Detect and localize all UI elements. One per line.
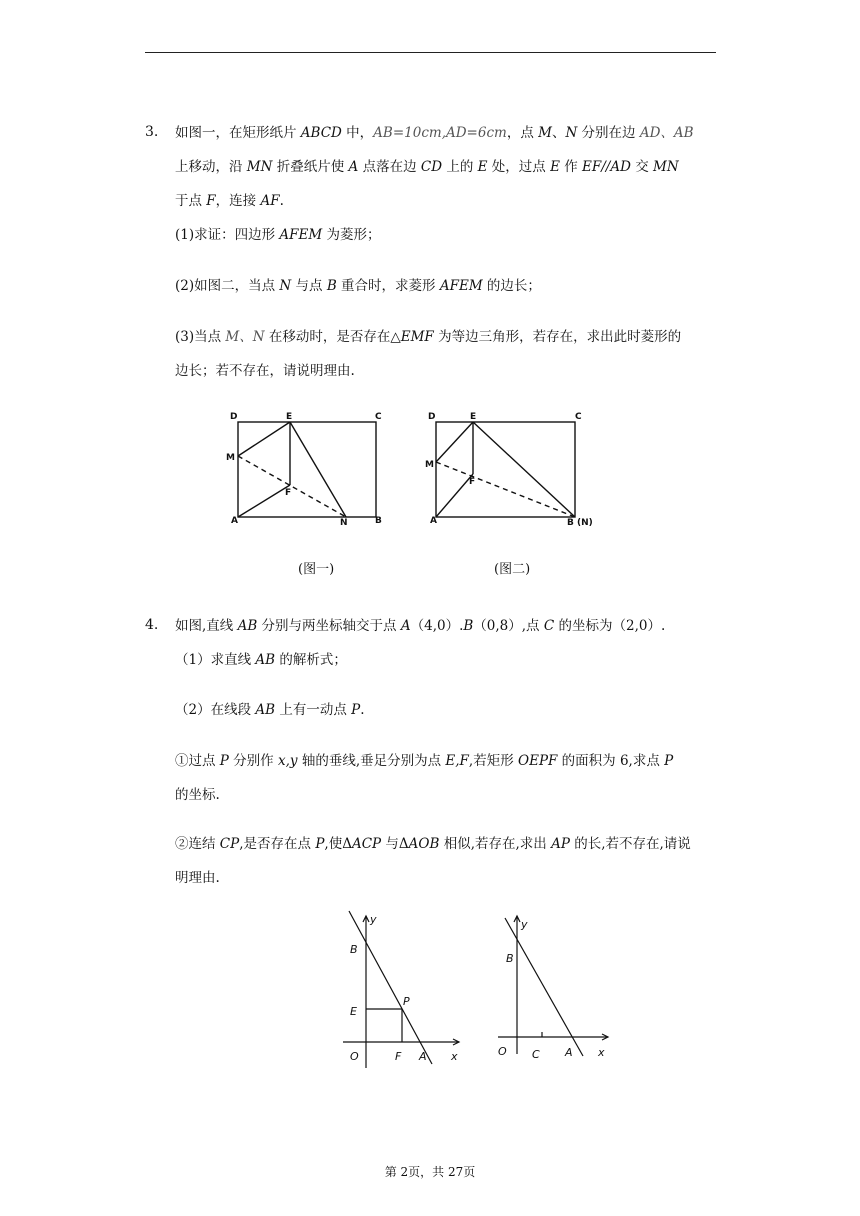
q4-part-1: （1）求直线 AB 的解析式； [175,652,347,668]
q3-part-3-line-1: (3)当点 M、N 在移动时，是否存在△EMF 为等边三角形，若存在，求出此时菱形的 [175,329,682,345]
fig1-caption: (图一) [298,562,335,577]
fig2-label-c: C [575,412,582,422]
q4-part-2: （2）在线段 AB 上有一动点 P. [175,702,365,718]
fig4-label-y: y [521,918,528,931]
q4-line-1: 如图,直线 AB 分别与两坐标轴交于点 A（4,0）.B（0,8）,点 C 的坐标为（2,0）. [175,618,666,634]
fig3-label-b: B [350,943,358,956]
fig2-segment-af [436,474,476,517]
fig1-label-n: N [340,518,348,528]
figure-2 [420,405,600,530]
q3-line-1: 如图一，在矩形纸片 ABCD 中，AB=10cm,AD=6cm，点 M、N 分别在边 AD、AB [175,125,694,141]
q3-line-2: 上移动，沿 MN 折叠纸片使 A 点落在边 CD 上的 E 处，过点 E 作 EF//AD 交 MN [175,159,679,175]
fig3-label-e: E [350,1005,357,1018]
fig2-label-d: D [428,412,436,422]
fig3-label-p: P [403,995,410,1008]
fig3-label-o: O [350,1050,359,1063]
fig4-label-c: C [532,1048,540,1061]
fig1-segment-af [238,485,290,517]
q3-line-3: 于点 F，连接 AF. [175,193,284,209]
fig2-segment-me [436,422,473,462]
fig1-rectangle [238,422,376,517]
fig2-label-m: M [425,460,434,470]
figure-4 [490,908,615,1068]
fig4-label-b: B [506,952,514,965]
fig3-line-ab [349,911,432,1064]
q4-sub-1-line-1: ①过点 P 分别作 x,y 轴的垂线,垂足分别为点 E,F,若矩形 OEPF 的面积为 6,求点 P [175,753,674,769]
fig2-label-f: F [469,477,476,487]
fig3-label-a: A [419,1050,427,1063]
fig1-label-a: A [231,516,238,526]
fig1-label-f: F [285,488,292,498]
q4-sub-2-line-2: 明理由. [175,870,220,886]
fig2-label-e: E [470,412,477,422]
fig3-label-y: y [370,913,377,926]
fig1-label-b: B [375,516,382,526]
fig4-label-a: A [565,1046,573,1059]
fig3-label-x: x [451,1050,458,1063]
fig1-label-m: M [226,453,235,463]
fig1-label-c: C [375,412,382,422]
q3-part-2: (2)如图二，当点 N 与点 B 重合时，求菱形 AFEM 的边长； [175,278,541,294]
fig1-segment-me [238,422,290,456]
figure-3 [335,908,470,1073]
fig4-label-x: x [598,1046,605,1059]
question-3-number: 3. [145,124,159,140]
page-footer: 第 2页，共 27页 [384,1165,476,1179]
q4-sub-1-line-2: 的坐标. [175,787,220,803]
fig1-label-d: D [230,412,238,422]
fig2-caption: (图二) [494,562,531,577]
fig3-label-f: F [395,1050,402,1063]
fig1-label-e: E [286,412,293,422]
q3-part-3-line-2: 边长；若不存在，请说明理由. [175,363,355,379]
fig1-segment-en [290,422,346,517]
fig2-label-b-n: B (N) [567,518,593,528]
q3-part-1: (1)求证：四边形 AFEM 为菱形； [175,227,381,243]
fig2-segment-eb [473,422,575,517]
header-rule [145,52,716,53]
fig2-fold-line-mb [436,462,575,517]
question-4-number: 4. [145,617,159,633]
fig2-label-a: A [430,516,437,526]
figure-1 [222,405,397,530]
fig4-label-o: O [498,1045,507,1058]
q4-sub-2-line-1: ②连结 CP,是否存在点 P,使ΔACP 与ΔAOB 相似,若存在,求出 AP 的长,若不存在,请说 [175,836,691,852]
